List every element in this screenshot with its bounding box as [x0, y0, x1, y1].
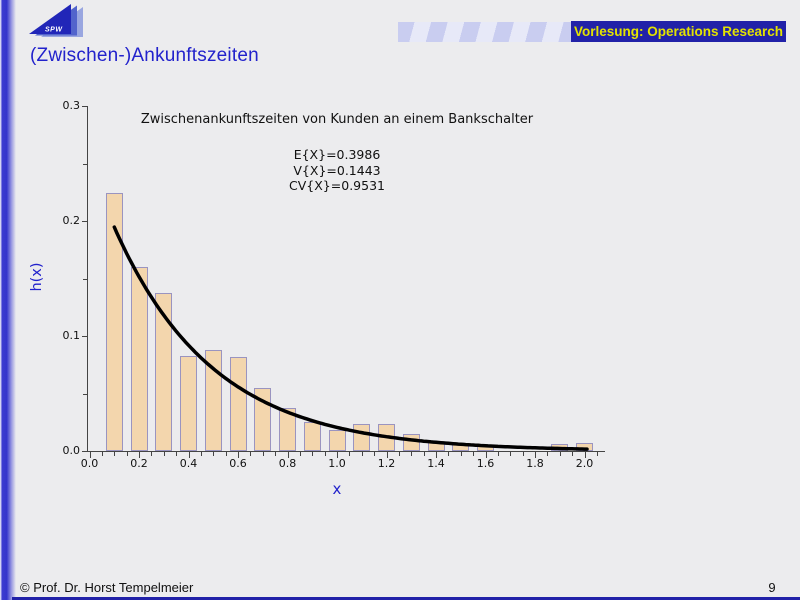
- x-axis-tick: [312, 452, 313, 456]
- x-axis-tick: [448, 452, 449, 456]
- y-axis-tick-label: 0.1: [62, 329, 80, 342]
- footer-author: © Prof. Dr. Horst Tempelmeier: [20, 580, 194, 595]
- x-axis-tick: [164, 452, 165, 456]
- histogram-bar: [230, 357, 247, 451]
- x-axis-tick: [547, 452, 548, 456]
- y-axis-tick: [82, 336, 87, 337]
- x-axis-tick: [374, 452, 375, 456]
- x-axis-tick: [176, 452, 177, 456]
- y-axis-title: h(x): [29, 262, 45, 292]
- y-axis-tick: [83, 394, 87, 395]
- y-axis-tick: [82, 451, 87, 452]
- x-axis-tick: [399, 452, 400, 456]
- y-axis-tick: [82, 221, 87, 222]
- x-axis-tick: [424, 452, 425, 456]
- stat-expected-value: E{X}=0.3986: [293, 147, 381, 162]
- header-course-label: Vorlesung: Operations Research: [573, 24, 784, 39]
- y-axis-tick-label: 0.2: [62, 214, 80, 227]
- x-axis-tick-label: 1.2: [377, 457, 396, 470]
- histogram-bar: [254, 388, 271, 451]
- histogram-bar: [428, 442, 445, 451]
- histogram-bar: [403, 434, 420, 451]
- x-axis-tick-label: 0.4: [179, 457, 198, 470]
- x-axis-tick-label: 1.0: [328, 457, 346, 470]
- x-axis-tick: [572, 452, 573, 456]
- histogram-bar: [378, 424, 395, 451]
- x-axis-tick-label: 1.8: [526, 457, 544, 470]
- x-axis-tick: [498, 452, 499, 456]
- x-axis-tick: [102, 452, 103, 456]
- y-axis-tick: [83, 164, 87, 165]
- x-axis-tick: [201, 452, 202, 456]
- chart-title: Zwischenankunftszeiten von Kunden an einem Bankschalter: [140, 112, 534, 127]
- y-axis-tick: [83, 279, 87, 280]
- x-axis-tick: [151, 452, 152, 456]
- histogram-bar: [205, 350, 222, 451]
- x-axis-tick-label: 0.2: [130, 457, 148, 470]
- histogram-bar: [551, 444, 568, 451]
- x-axis-title: x: [332, 480, 342, 498]
- histogram-bar: [155, 293, 172, 451]
- x-axis-tick: [114, 452, 115, 456]
- x-axis-tick: [461, 452, 462, 456]
- stat-coefficient-of-variation: CV{X}=0.9531: [289, 178, 385, 193]
- histogram-bar: [576, 443, 593, 451]
- x-axis-tick-label: 2.0: [575, 457, 594, 470]
- x-axis-tick: [275, 452, 276, 456]
- x-axis-tick: [250, 452, 251, 456]
- histogram-bar: [329, 430, 346, 451]
- x-axis-tick: [523, 452, 524, 456]
- x-axis-tick-label: 1.4: [427, 457, 445, 470]
- x-axis-tick-label: 1.6: [476, 457, 495, 470]
- histogram-bar: [106, 193, 123, 451]
- x-axis-tick: [263, 452, 264, 456]
- x-axis-tick: [325, 452, 326, 456]
- histogram-bar: [279, 408, 296, 451]
- histogram-bar: [131, 267, 148, 451]
- histogram-bar: [452, 444, 469, 451]
- page-title: (Zwischen-)Ankunftszeiten: [30, 45, 259, 66]
- histogram-bar: [180, 356, 197, 451]
- x-axis-tick: [213, 452, 214, 456]
- x-axis-tick: [411, 452, 412, 456]
- y-axis-tick-label: 0.0: [62, 444, 80, 457]
- chart-statistics: [87, 147, 587, 194]
- x-axis-tick: [300, 452, 301, 456]
- stat-variance: V{X}=0.1443: [293, 162, 381, 178]
- page-number: 9: [768, 580, 776, 595]
- x-axis-tick: [226, 452, 227, 456]
- y-axis-line: [87, 106, 88, 451]
- x-axis-tick: [473, 452, 474, 456]
- x-axis-tick-label: 0.0: [80, 457, 99, 470]
- histogram-bar: [353, 424, 370, 451]
- x-axis-tick: [560, 452, 561, 456]
- x-axis-tick-label: 0.6: [229, 457, 247, 470]
- y-axis-tick: [82, 106, 87, 107]
- x-axis-tick: [597, 452, 598, 456]
- x-axis-tick: [349, 452, 350, 456]
- histogram-bar: [477, 446, 494, 451]
- x-axis-tick-label: 0.8: [278, 457, 297, 470]
- y-axis-tick-label: 0.3: [62, 99, 80, 112]
- x-axis-tick: [127, 452, 128, 456]
- logo-text: SPW: [45, 26, 63, 34]
- x-axis-tick: [362, 452, 363, 456]
- x-axis-tick: [510, 452, 511, 456]
- histogram-bar: [304, 422, 321, 451]
